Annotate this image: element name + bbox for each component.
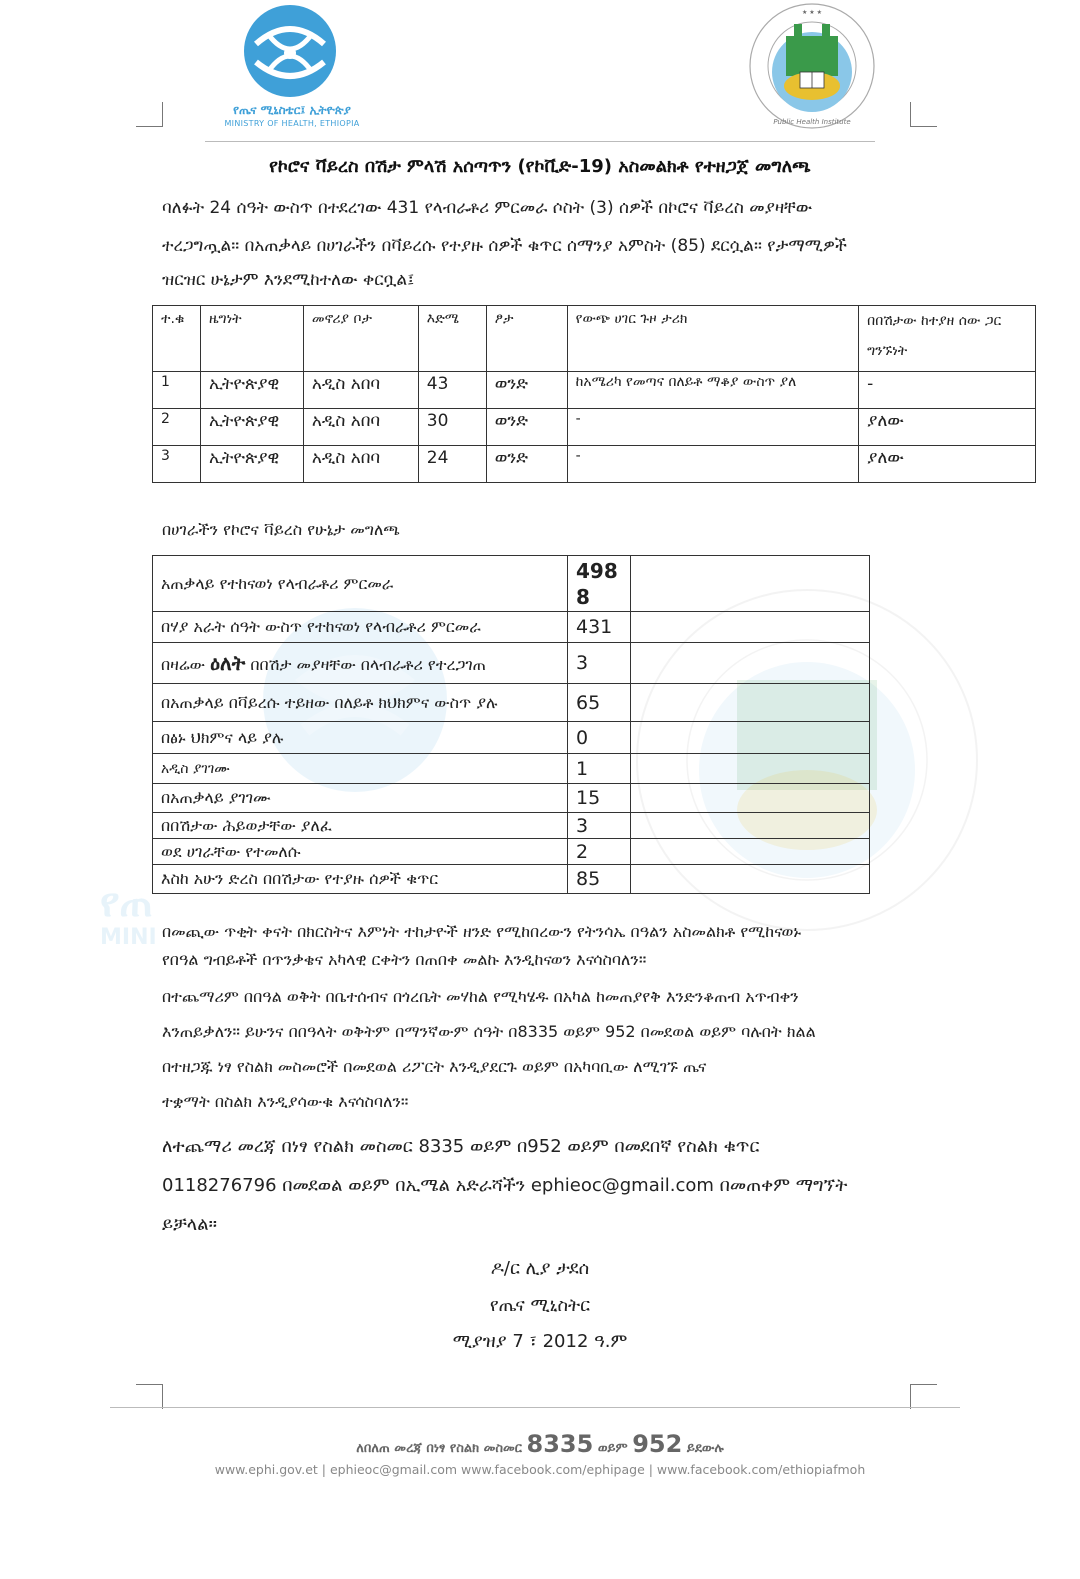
status-label: በአጠቃላይ ያገገሙ: [153, 784, 568, 813]
blank-cell: [631, 556, 870, 612]
holiday-paragraph: [162, 918, 910, 974]
table-row: [153, 784, 870, 813]
column-header: የውጭ ሀገር ጉዞ ታሪክ: [567, 306, 859, 372]
status-label: አጠቃላይ የተከናወነ የላብራቶሪ ምርመራ: [153, 556, 568, 612]
status-value: 1: [568, 754, 631, 784]
column-header: በበሽታው ከተያዘ ሰው ጋር ግንኙነት: [859, 306, 1036, 372]
table-cell: ኢትዮጵያዊ: [200, 409, 303, 446]
table-cell: ወንድ: [486, 446, 567, 483]
svg-text:Public Health Institute: Public Health Institute: [773, 118, 851, 126]
status-value: 3: [568, 643, 631, 684]
table-cell: ያለው: [859, 446, 1036, 483]
column-header: እድሜ: [418, 306, 486, 372]
footer-hotline-text: ይደውሉ: [682, 1441, 724, 1456]
intro-line: ተረጋግጧል። በአጠቃላይ በሀገራችን በቫይረሱ የተያዙ ሰዎች ቁጥር ሰማንያ አምስት (85) ደርሷል። የታማሚዎች: [162, 236, 847, 256]
blank-cell: [631, 722, 870, 754]
status-value-line: 8: [576, 584, 590, 609]
blank-cell: [631, 839, 870, 865]
footer-hotline-text: ወይም: [593, 1441, 633, 1456]
corner-mark-bottom-right: [910, 1384, 937, 1409]
table-cell: ኢትዮጵያዊ: [200, 372, 303, 409]
moh-name-amharic: የጤና ሚኒስቴር፤ ኢትዮጵያ: [233, 103, 351, 117]
blank-cell: [631, 784, 870, 813]
moh-name-english: MINISTRY OF HEALTH, ETHIOPIA: [224, 119, 360, 128]
status-label: በበሽታው ሕይወታቸው ያለፈ: [153, 813, 568, 839]
status-value: [568, 556, 631, 612]
table-row: [153, 722, 870, 754]
status-label: ወደ ሀገራቸው የተመለሱ: [153, 839, 568, 865]
moh-logo: [238, 4, 342, 98]
document-title: የኮሮና ቫይረስ በሽታ ምላሽ አሰጣጥን (የኮቪድ-19) አስመልክቶ የተዘጋጀ መግለጫ: [269, 156, 811, 177]
table-row: [153, 372, 1036, 409]
svg-text:★ ★ ★: ★ ★ ★: [802, 9, 822, 16]
intro-line: ባለፉት 24 ሰዓት ውስጥ በተደረገው 431 የላብራቶሪ ምርመራ ሶስት (3) ሰዎች በኮሮና ቫይረስ መያዛቸው: [162, 198, 813, 218]
table-cell: 1: [153, 372, 201, 409]
table-cell: አዲስ አበባ: [303, 409, 418, 446]
status-label: በፅኑ ህክምና ላይ ያሉ: [153, 722, 568, 754]
contact-paragraph: [162, 1127, 910, 1244]
body-line: የበዓል ግብይቶች በጥንቃቄና አካላዊ ርቀትን በጠበቀ መልኩ እንዲከናወን እናሳስባለን።: [162, 950, 647, 969]
body-line: በመጪው ጥቂት ቀናት በክርስትና እምነት ተከታዮች ዘንድ የሚከበረውን የትንሳኤ በዓልን አስመልክቶ የሚከናወኑ: [162, 922, 802, 941]
document-date: ሚያዝያ 7 ፣ 2012 ዓ.ም: [452, 1331, 628, 1352]
advice-paragraph: [162, 979, 910, 1119]
status-label: በሃያ አራት ሰዓት ውስጥ የተከናወነ የላብራቶሪ ምርመራ: [153, 612, 568, 643]
table-row: [153, 754, 870, 784]
table-cell: 3: [153, 446, 201, 483]
status-value: 0: [568, 722, 631, 754]
table-cell: -: [567, 409, 859, 446]
corner-mark-top-left: [136, 102, 163, 127]
table-cell: 24: [418, 446, 486, 483]
table-row: [153, 684, 870, 722]
table-row: [153, 643, 870, 684]
footer-hotline-text: ለበለጠ መረጃ በነፃ የስልክ መስመር: [356, 1441, 527, 1456]
table-row: [153, 446, 1036, 483]
ephi-seal: [742, 2, 882, 130]
body-line: በተጨማሪም በበዓል ወቅት በቤተሰብና በጎረቤት መሃከል የሚካሄዱ በአካል ከመጠያየቅ እንድንቆጠብ አጥብቀን: [162, 987, 799, 1006]
status-label-part: በዛሬው: [161, 655, 211, 674]
blank-cell: [631, 865, 870, 894]
table-row: [153, 556, 870, 612]
intro-paragraph: [162, 190, 910, 298]
footer-divider: [110, 1407, 960, 1408]
table-cell: ኢትዮጵያዊ: [200, 446, 303, 483]
table-row: [153, 813, 870, 839]
status-section-title: በሀገራችን የኮሮና ቫይረስ የሁኔታ መግለጫ: [162, 520, 400, 539]
table-cell: አዲስ አበባ: [303, 372, 418, 409]
status-label: እስከ አሁን ድረስ በበሽታው የተያዙ ሰዎች ቁጥር: [153, 865, 568, 894]
body-line: እንጠይቃለን። ይሁንና በበዓላት ወቅትም በማንኛውም ሰዓት በ8335 ወይም 952 በመደወል ወይም ባሉበት ክልል: [162, 1022, 816, 1041]
status-label-part: በበሽታ መያዛቸው በላብራቶሪ የተረጋገጠ: [245, 655, 486, 674]
status-label: አዲስ ያገገሙ: [153, 754, 568, 784]
corner-mark-bottom-left: [136, 1384, 163, 1409]
status-value: 2: [568, 839, 631, 865]
contact-line: ለተጨማሪ መረጃ በነፃ የስልክ መስመር 8335 ወይም በ952 ወይም በመደበኛ የስልክ ቁጥር: [162, 1136, 760, 1157]
status-table: [152, 555, 870, 894]
blank-cell: [631, 612, 870, 643]
table-cell: ከአሜሪካ የመጣና በለይቶ ማቆያ ውስጥ ያለ: [567, 372, 859, 409]
body-line: በተዘጋጁ ነፃ የስልክ መስመሮች በመደወል ሪፖርት እንዲያደርጉ ወይም በአካባቢው ለሚገኙ ጤና: [162, 1057, 707, 1076]
table-cell: 30: [418, 409, 486, 446]
column-header: ዜግነት: [200, 306, 303, 372]
contact-line: 0118276796 በመደወል ወይም በኢሜል አድራሻችን ephieoc@gmail.com በመጠቀም ማግኘት: [162, 1175, 848, 1196]
status-label: [153, 643, 568, 684]
corner-mark-top-right: [910, 102, 937, 127]
status-label: በአጠቃላይ በቫይረሱ ተይዘው በለይቶ ክህክምና ውስጥ ያሉ: [153, 684, 568, 722]
body-line: ተቋማት በስልክ እንዲያሳውቁ እናሳስባለን።: [162, 1092, 409, 1111]
footer-hotline: [0, 1430, 1080, 1458]
blank-cell: [631, 754, 870, 784]
footer-hotline-number: 8335: [526, 1430, 594, 1458]
status-label-emphasis: ዕለት: [210, 651, 246, 675]
footer-hotline-number: 952: [632, 1430, 683, 1458]
contact-line: ይቻላል።: [162, 1214, 218, 1235]
table-cell: አዲስ አበባ: [303, 446, 418, 483]
table-cell: 43: [418, 372, 486, 409]
status-value: 3: [568, 813, 631, 839]
table-cell: 2: [153, 409, 201, 446]
table-cell: -: [567, 446, 859, 483]
status-value-line: 498: [576, 558, 618, 583]
case-table-header-row: [153, 306, 1036, 372]
table-row: [153, 865, 870, 894]
table-cell: ያለው: [859, 409, 1036, 446]
status-value: 85: [568, 865, 631, 894]
case-table: [152, 305, 1036, 483]
footer-links: www.ephi.gov.et | ephieoc@gmail.com www.facebook.com/ephipage | www.facebook.com/ethiopiafmoh: [214, 1462, 866, 1477]
intro-line: ዝርዝር ሁኔታም እንደሚከተለው ቀርቧል፤: [162, 270, 415, 290]
blank-cell: [631, 813, 870, 839]
table-cell: ወንድ: [486, 372, 567, 409]
moh-watermark-text-en: MINI: [100, 925, 157, 950]
header-divider: [205, 141, 875, 142]
blank-cell: [631, 643, 870, 684]
table-row: [153, 612, 870, 643]
signatory-name: ዶ/ር ሊያ ታደሰ: [490, 1258, 590, 1279]
status-value: 65: [568, 684, 631, 722]
column-header: ተ.ቁ: [153, 306, 201, 372]
table-cell: -: [859, 372, 1036, 409]
column-header: መኖሪያ ቦታ: [303, 306, 418, 372]
table-row: [153, 839, 870, 865]
status-value: 431: [568, 612, 631, 643]
signatory-position: የጤና ሚኒስትር: [489, 1295, 591, 1316]
moh-watermark-text: የጠ: [100, 880, 153, 926]
blank-cell: [631, 684, 870, 722]
table-row: [153, 409, 1036, 446]
table-cell: ወንድ: [486, 409, 567, 446]
status-value: 15: [568, 784, 631, 813]
column-header: ፆታ: [486, 306, 567, 372]
